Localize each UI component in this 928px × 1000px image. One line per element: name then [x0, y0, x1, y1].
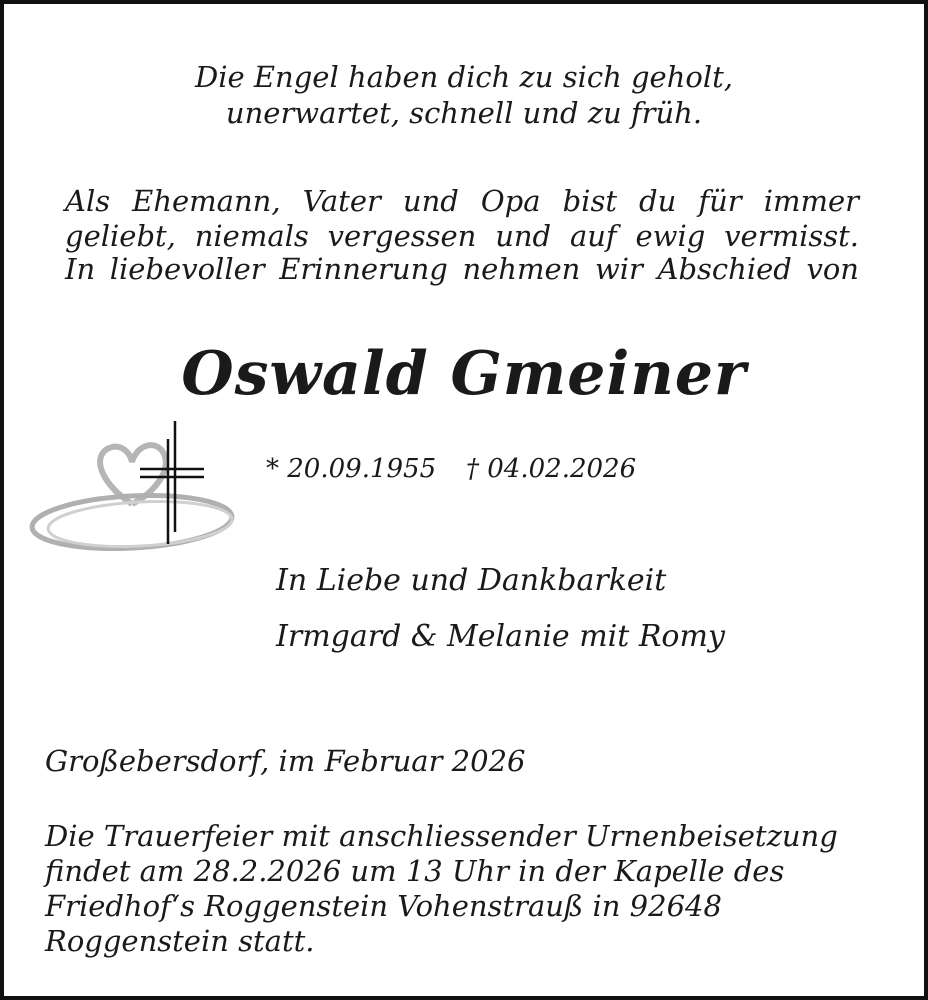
place-date: Großebersdorf, im Februar 2026	[45, 744, 526, 778]
intro-line-1: Als Ehemann, Vater und Opa bist du für immer	[65, 184, 859, 218]
ceremony-line-2: findet am 28.2.2026 um 13 Uhr in der Kapelle des	[45, 854, 785, 888]
ceremony-line-1: Die Trauerfeier mit anschliessender Urnenbeisetzung	[45, 819, 838, 853]
birth-date: * 20.09.1955	[266, 454, 437, 484]
ceremony-line-4: Roggenstein statt.	[45, 924, 315, 958]
cross-icon	[140, 421, 204, 544]
verse-line-2: unerwartet, schnell und zu früh.	[225, 96, 703, 130]
death-date: † 04.02.2026	[466, 454, 637, 484]
closing-phrase: In Liebe und Dankbarkeit	[276, 563, 667, 598]
deceased-name: Oswald Gmeiner	[181, 339, 747, 409]
heart-cross-emblem-icon	[22, 414, 272, 554]
intro-line-2: geliebt, niemals vergessen und auf ewig vermisst.	[65, 219, 859, 253]
mourners: Irmgard & Melanie mit Romy	[276, 619, 725, 654]
intro-line-3: In liebevoller Erinnerung nehmen wir Abschied von	[65, 252, 859, 286]
verse-line-1: Die Engel haben dich zu sich geholt,	[194, 60, 733, 94]
ceremony-line-3: Friedhof‘s Roggenstein Vohenstrauß in 92648	[45, 889, 722, 923]
